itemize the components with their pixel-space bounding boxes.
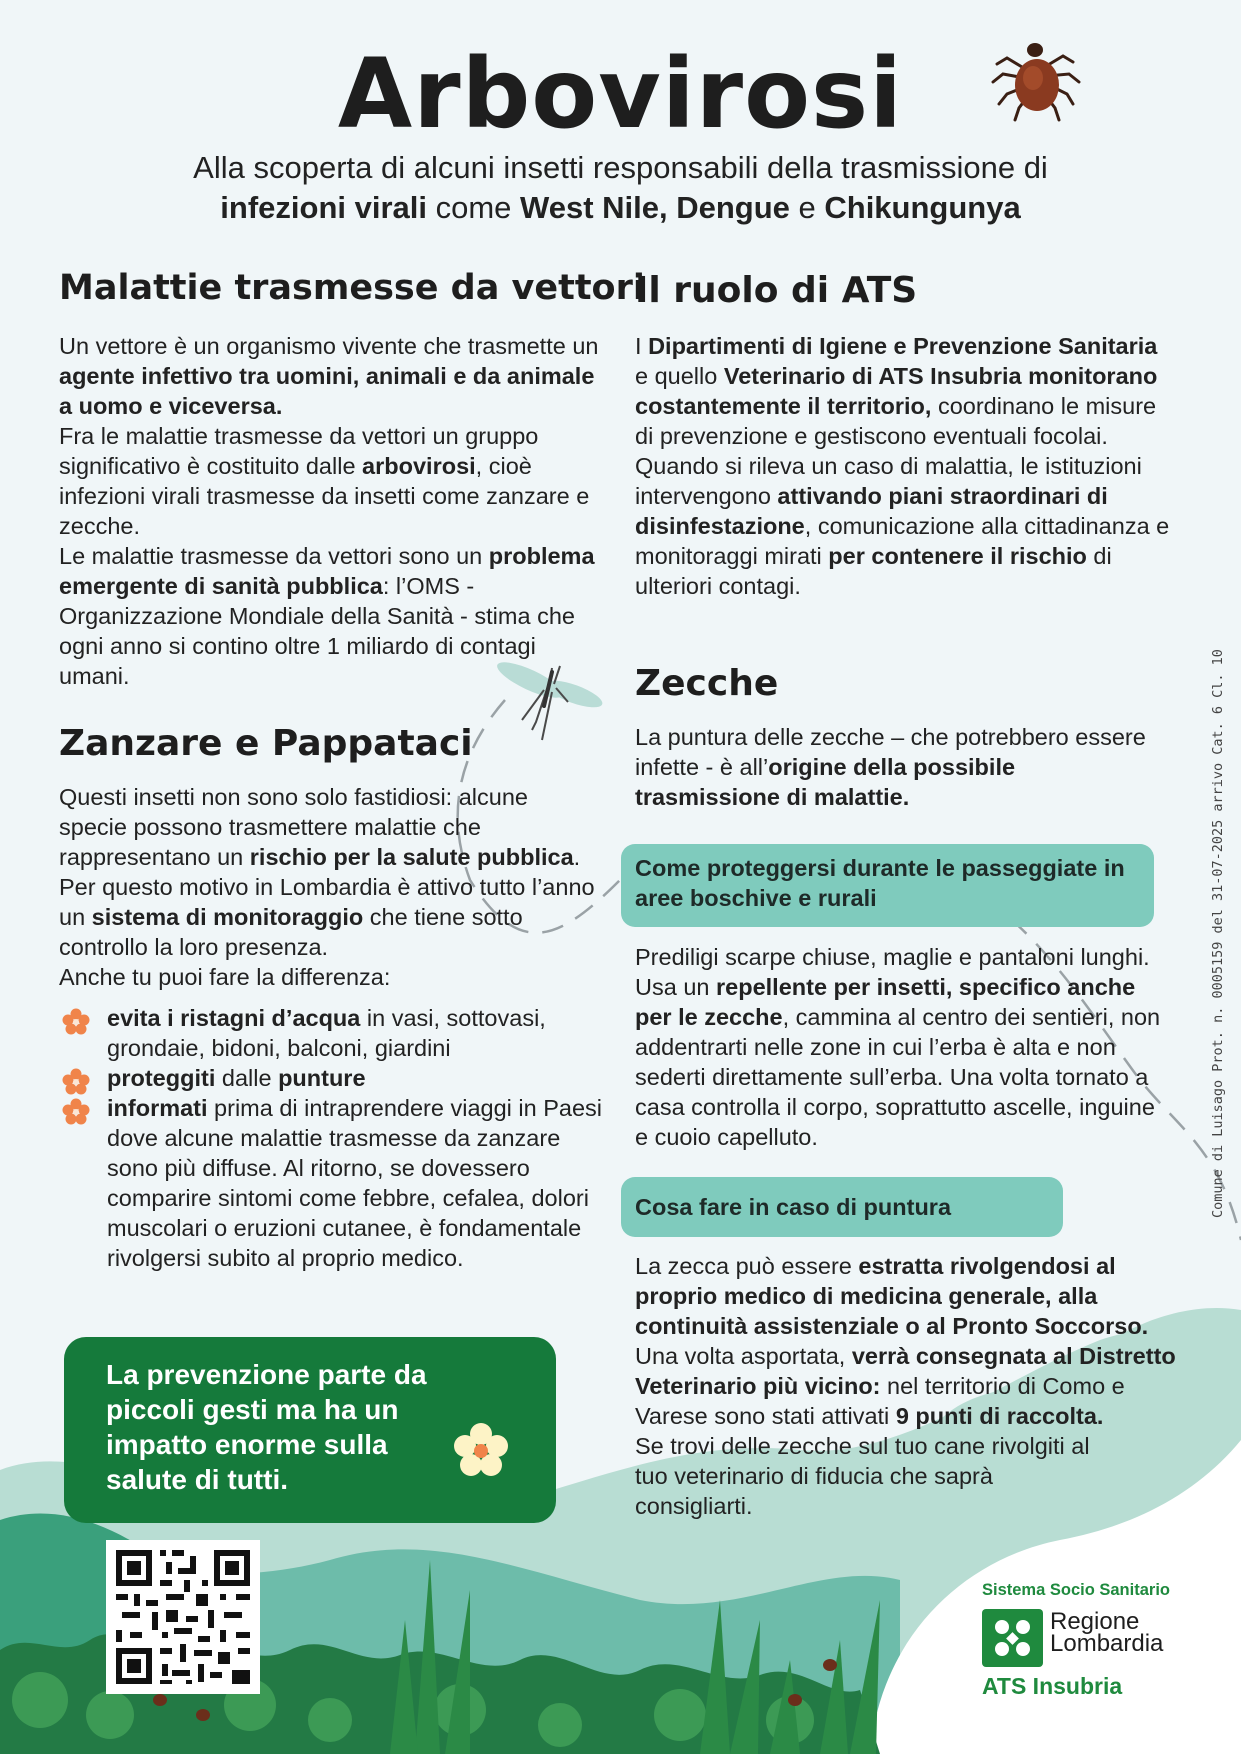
zecche-paragraph-2 bbox=[635, 942, 1170, 1152]
text: Questi insetti non sono solo fastidiosi: alcune specie possono trasmettere malattie che rappresentano un bbox=[59, 784, 528, 870]
text: Un vettore è un organismo vivente che trasmette un bbox=[59, 333, 599, 359]
subtitle-text-2: e bbox=[789, 190, 825, 225]
prevention-list bbox=[60, 1003, 610, 1273]
subtitle-bold-1: infezioni virali bbox=[220, 190, 427, 225]
text: dalle bbox=[215, 1065, 279, 1091]
bold-text: sistema di monitoraggio bbox=[91, 904, 364, 930]
zecche-protection-text bbox=[635, 942, 1170, 1152]
prevention-box-text: La prevenzione parte da piccoli gesti ma ha un impatto enorme sulla salute di tutti. bbox=[106, 1359, 427, 1495]
callout-bite: Cosa fare in caso di puntura bbox=[621, 1177, 1063, 1237]
bold-text: repellente per insetti, specifico anche per le zecche bbox=[635, 974, 1136, 1030]
bold-text: verrà consegnata al Distretto Veterinario più vicino: bbox=[635, 1343, 1176, 1399]
heading-malattie: Malattie trasmesse da vettori bbox=[59, 268, 645, 308]
ruolo-paragraph-1 bbox=[635, 331, 1175, 451]
subtitle-bold-2: West Nile, Dengue bbox=[520, 190, 790, 225]
flower-bullet-icon bbox=[62, 1098, 90, 1126]
bold-text: Dipartimenti di Igiene e Prevenzione Sanitaria bbox=[648, 333, 1158, 359]
text: coordinano le misure di prevenzione e gestiscono eventuali focolai. bbox=[635, 393, 1157, 449]
logo-ats-label: ATS Insubria bbox=[982, 1673, 1123, 1699]
subtitle-text-1: come bbox=[427, 190, 521, 225]
bold-text: rischio per la salute pubblica bbox=[249, 844, 574, 870]
heading-ruolo: Il ruolo di ATS bbox=[635, 270, 918, 311]
malattie-paragraph-2 bbox=[59, 421, 611, 541]
bold-text: problema emergente di sanità pubblica bbox=[59, 543, 595, 599]
text: in vasi, sottovasi, grondaie, bidoni, balconi, giardini bbox=[107, 1005, 546, 1061]
text: Una volta asportata, bbox=[635, 1343, 852, 1369]
qr-code[interactable] bbox=[106, 1540, 260, 1694]
text: nel territorio di Como e Varese sono stati attivati bbox=[635, 1373, 1125, 1429]
heading-zecche: Zecche bbox=[635, 663, 779, 704]
bold-text: 9 punti di raccolta. bbox=[895, 1403, 1104, 1429]
logo-region-line-2: Lombardia bbox=[1050, 1630, 1164, 1657]
text: Prediligi scarpe chiuse, maglie e pantaloni lunghi. Usa un bbox=[635, 944, 1150, 1000]
zanzare-paragraph-2: Anche tu puoi fare la differenza: bbox=[59, 964, 391, 990]
logo-region-name bbox=[1050, 1608, 1164, 1657]
protocol-stamp: Comune di Luisago Prot. n. 0005159 del 31-07-2025 arrivo Cat. 6 Cl. 10 bbox=[1210, 649, 1226, 1218]
heading-zanzare: Zanzare e Pappataci bbox=[59, 723, 473, 764]
zanzare-text bbox=[59, 782, 599, 992]
subtitle-bold-3: Chikungunya bbox=[824, 190, 1021, 225]
subtitle-line-1: Alla scoperta di alcuni insetti responsabili della trasmissione di bbox=[193, 150, 1048, 185]
flower-bullet-icon bbox=[62, 1068, 90, 1096]
text: La zecca può essere bbox=[635, 1253, 859, 1279]
text: prima di intraprendere viaggi in Paesi dove alcune malattie trasmesse da zanzare sono più diffuse. Al ritorno, se dovessero comparire sintomi come febbre, cefalea, dolori muscolari o eruzioni cutanee, è fondamentale rivolgersi subito al proprio medico. bbox=[107, 1095, 603, 1271]
prevention-box bbox=[64, 1337, 556, 1523]
subtitle bbox=[100, 148, 1141, 228]
list-item bbox=[60, 1003, 610, 1063]
malattie-text bbox=[59, 331, 611, 691]
text: e quello bbox=[635, 363, 724, 389]
zecche-bite-text bbox=[635, 1251, 1180, 1521]
ruolo-text bbox=[635, 331, 1175, 601]
bold-text: attivando piani straordinari di disinfestazione bbox=[635, 483, 1108, 539]
malattie-paragraph-3 bbox=[59, 541, 611, 691]
text: , cammina al centro dei sentieri, non addentrarti nelle zone in cui l’erba è alta e non sederti direttamente sull’erba. Una volta tornato a casa controlla il corpo, soprattutto ascelle, inguine e cuoio capelluto. bbox=[635, 1004, 1161, 1150]
text: . Per questo motivo in Lombardia è attivo tutto l’anno un bbox=[59, 844, 595, 930]
zecche-paragraph-1 bbox=[635, 722, 1155, 812]
malattie-paragraph-1 bbox=[59, 331, 611, 421]
text: , comunicazione alla cittadinanza e monitoraggi mirati bbox=[635, 513, 1170, 569]
zecche-paragraph-4: Se trovi delle zecche sul tuo cane rivolgiti al tuo veterinario di fiducia che saprà consigliarti. bbox=[635, 1433, 1090, 1519]
text: I bbox=[635, 333, 649, 359]
bold-text: proteggiti bbox=[107, 1065, 216, 1091]
text: che tiene sotto controllo la loro presenza. bbox=[59, 904, 523, 960]
zanzare-paragraph-1 bbox=[59, 782, 599, 962]
ruolo-paragraph-2 bbox=[635, 451, 1175, 601]
bold-text: evita i ristagni d’acqua bbox=[107, 1005, 361, 1031]
bold-text: estratta rivolgendosi al proprio medico di medicina generale, alla continuità assistenziale o al Pronto Soccorso. bbox=[635, 1253, 1149, 1339]
text: Fra le malattie trasmesse da vettori un gruppo significativo è costituito dalle bbox=[59, 423, 539, 479]
text: : l’OMS - Organizzazione Mondiale della Sanità - stima che ogni anno si contino oltre 1 miliardo di contagi umani. bbox=[59, 573, 575, 689]
bold-text: Veterinario di ATS Insubria monitorano costantemente il territorio, bbox=[635, 363, 1158, 419]
bold-text: agente infettivo tra uomini, animali e da animale a uomo e viceversa. bbox=[59, 363, 595, 419]
flower-icon bbox=[454, 1423, 508, 1477]
text: Le malattie trasmesse da vettori sono un bbox=[59, 543, 489, 569]
callout-protection: Come proteggersi durante le passeggiate in aree boschive e rurali bbox=[621, 844, 1154, 927]
bold-text: punture bbox=[278, 1065, 366, 1091]
bold-text: informati bbox=[107, 1095, 208, 1121]
logo-system-label: Sistema Socio Sanitario bbox=[982, 1581, 1170, 1599]
text: Quando si rileva un caso di malattia, le istituzioni intervengono bbox=[635, 453, 1142, 509]
zecche-intro bbox=[635, 722, 1155, 812]
text: di ulteriori contagi. bbox=[635, 543, 1112, 599]
list-item bbox=[60, 1093, 610, 1273]
logo-region-line-1: Regione bbox=[1050, 1608, 1140, 1635]
list-item bbox=[60, 1063, 610, 1093]
regione-lombardia-logo-icon bbox=[982, 1609, 1043, 1667]
text: , cioè infezioni virali trasmesse da insetti come zanzare e zecche. bbox=[59, 453, 590, 539]
zecche-paragraph-3 bbox=[635, 1251, 1180, 1431]
bold-text: origine della possibile trasmissione di malattie. bbox=[635, 754, 1016, 810]
bold-text: arbovirosi bbox=[362, 453, 476, 479]
flower-bullet-icon bbox=[62, 1008, 90, 1036]
bold-text: per contenere il rischio bbox=[828, 543, 1087, 569]
page-title: Arbovirosi bbox=[337, 38, 904, 150]
text: La puntura delle zecche – che potrebbero essere infette - è all’ bbox=[635, 724, 1146, 780]
